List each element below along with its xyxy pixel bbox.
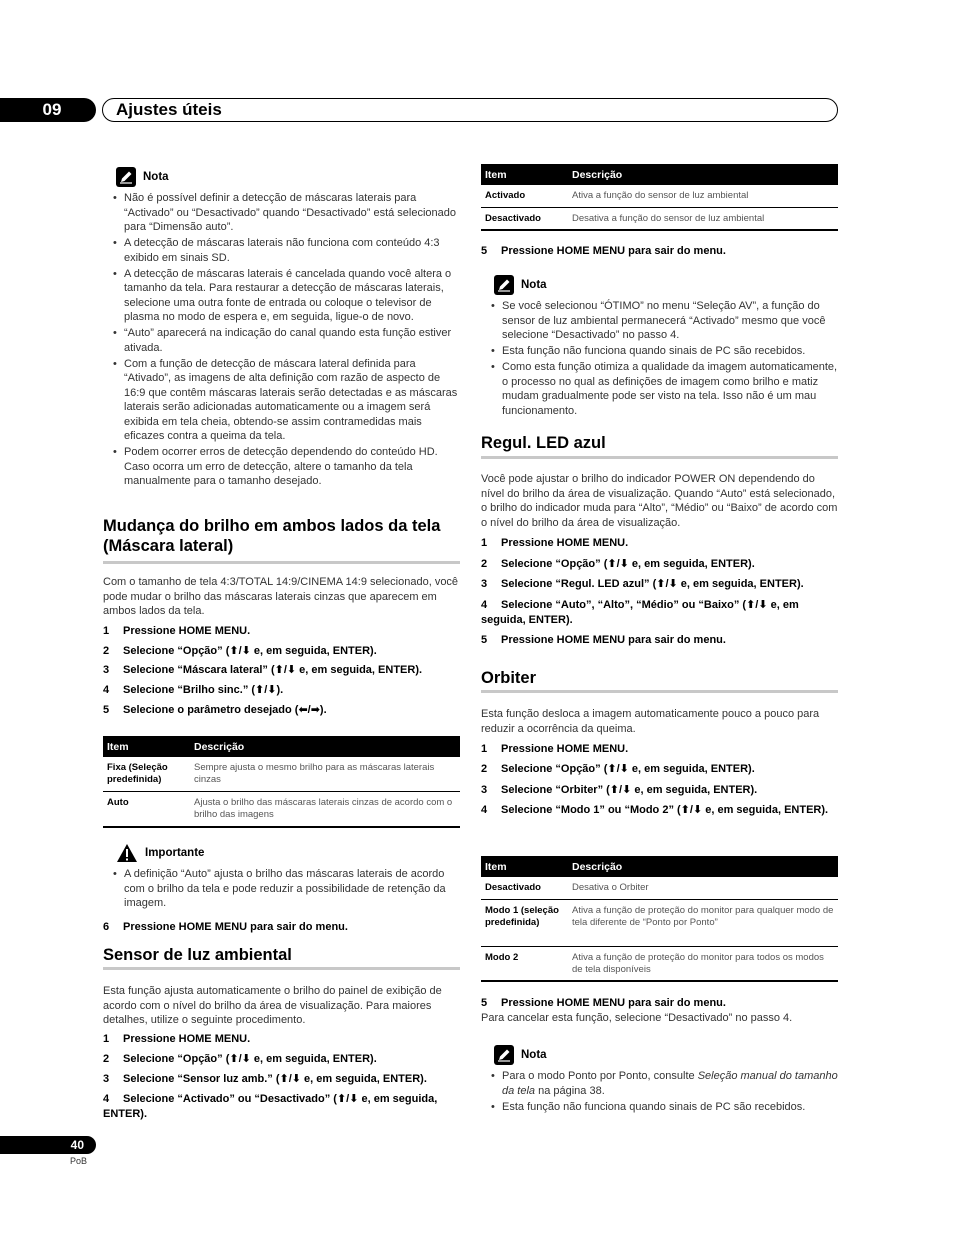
- list-item: • Podem ocorrer erros de detecção dependendo do conteúdo HD. Caso ocorra um erro de detecção, altere o tamanho da tela manualmente para o tamanho desejado.: [104, 445, 462, 489]
- step-item: 3 Selecione “Sensor luz amb.” (⬆/⬇ e, em seguida, ENTER).: [103, 1073, 427, 1085]
- page-number-tab: [0, 1136, 96, 1154]
- table-row: Desactivado Desativa o Orbiter: [481, 877, 838, 900]
- section-title-mascara-lateral: Mudança do brilho em ambos lados da tela (Máscara lateral): [103, 517, 441, 555]
- page-reference-link[interactable]: Seleção manual do tamanho da tela: [502, 1070, 838, 1097]
- step-item: 4 Selecione “Auto”, “Alto”, “Médio” ou “Baixo” (⬆/⬇ e, em seguida, ENTER).: [481, 599, 799, 626]
- table-row: Auto Ajusta o brilho das máscaras laterais cinzas de acordo com o brilho das imagens: [103, 792, 460, 828]
- section-intro: Com o tamanho de tela 4:3/TOTAL 14:9/CINEMA 14:9 selecionado, você pode mudar o brilho das máscaras laterais cinzas que aparecem em ambos lados da tela.: [103, 576, 459, 617]
- step-item: 3 Selecione “Orbiter” (⬆/⬇ e, em seguida, ENTER).: [481, 784, 758, 796]
- orbiter-table: Item Descrição Desactivado Desativa o Orbiter Modo 1 (seleção predefinida) Ativa a função de proteção do monitor para qualquer modo de tela diferente de “Ponto por Ponto” Modo 2 Ativa a função de proteção do monitor para todos os modos de tela disponíveis: [481, 856, 838, 982]
- section-rule: [481, 690, 838, 693]
- list-item: • Como esta função otimiza a qualidade da imagem automaticamente, o processo no qual as definições de imagem como brilho e matiz mudam gradualmente pode ser visto na tela. Isso não é um mau funcionamento.: [482, 360, 840, 418]
- page-number: 40: [70, 1138, 84, 1152]
- step-item: 1 Pressione HOME MENU.: [481, 537, 629, 549]
- list-item: • A detecção de máscaras laterais é cancelada quando você altera o tamanho da tela. Para restaurar a detecção de máscaras laterais, selecione uma outra fonte de entrada ou coloque o televisor de plasma no modo de espera e, em seguida, ligue-o de novo.: [104, 267, 462, 325]
- section-title-led: Regul. LED azul: [481, 434, 606, 452]
- mascara-table: Item Descrição Fixa (Seleção predefinida) Sempre ajusta o mesmo brilho para as máscaras laterais cinzas Auto Ajusta o brilho das máscaras laterais cinzas de acordo com o brilho das imagens: [103, 736, 460, 828]
- list-item: • Se você selecionou “ÓTIMO” no menu “Seleção AV”, a função do sensor de luz ambiental permanecerá “Activado” mesmo que você selecione “Desactivado” no passo 4.: [482, 299, 840, 343]
- step-item: 4 Selecione “Activado” ou “Desactivado” (⬆/⬇ e, em seguida, ENTER).: [103, 1093, 438, 1120]
- pencil-note-icon: [116, 167, 136, 187]
- list-item: • Esta função não funciona quando sinais de PC são recebidos.: [482, 344, 840, 359]
- important-heading: Importante: [116, 843, 204, 863]
- section-rule: [481, 456, 838, 459]
- list-item: • A detecção de máscaras laterais não funciona com conteúdo 4:3 exibido em sinais SD.: [104, 236, 462, 265]
- step-item: 3 Selecione “Máscara lateral” (⬆/⬇ e, em seguida, ENTER).: [103, 664, 423, 676]
- step-item: 4 Selecione “Brilho sinc.” (⬆/⬇).: [103, 684, 284, 696]
- list-item: • Com a função de detecção de máscara lateral definida para “Ativado”, as imagens de alta definição com razão de aspecto de 16:9 que contêm máscaras laterais serão detectadas e as máscaras laterais serão adicionadas automaticamente ou a imagem será exibida em tela cheia, obtendo-se assim contramedidas mais eficazes contra a queima da tela.: [104, 357, 462, 444]
- note-heading: Nota: [116, 167, 169, 187]
- section-intro: Esta função ajusta automaticamente o brilho do painel de exibição de acordo com o nível do brilho da área de visualização. Para maiores detalhes, utilize o seguinte procedimento.: [103, 985, 442, 1026]
- chapter-number: 09: [42, 100, 62, 119]
- sensor-table: Item Descrição Activado Ativa a função do sensor de luz ambiental Desactivado Desativa a função do sensor de luz ambiental: [481, 164, 838, 231]
- step-item: 4 Selecione “Modo 1” ou “Modo 2” (⬆/⬇ e, em seguida, ENTER).: [481, 804, 829, 816]
- warning-icon: [116, 843, 138, 863]
- step-item: 1 Pressione HOME MENU.: [103, 625, 251, 637]
- note-list: [482, 299, 840, 420]
- list-item: • Não é possível definir a detecção de máscaras laterais para “Activado” ou “Desactivado” quando “Desactivado” está selecionado para “Dimensão auto”.: [104, 191, 462, 235]
- step-item: 5 Selecione o parâmetro desejado (⬅/➡).: [103, 704, 327, 716]
- step-item: 2 Selecione “Opção” (⬆/⬇ e, em seguida, ENTER).: [481, 558, 755, 570]
- step-item: 2 Selecione “Opção” (⬆/⬇ e, em seguida, ENTER).: [103, 645, 377, 657]
- section-intro: Esta função desloca a imagem automaticamente pouco a pouco para reduzir a ocorrência da queima.: [481, 708, 820, 735]
- section-intro: Você pode ajustar o brilho do indicador POWER ON dependendo do nível do brilho da área de visualização. Quando “Auto” está selecionado, o brilho do indicador muda para “Alto”, “Médio” ou “Baixo” de acordo com o nível do brilho da área de visualização.: [481, 473, 838, 529]
- note-heading: Nota: [494, 1045, 547, 1065]
- table-row: Modo 2 Ativa a função de proteção do monitor para todos os modos de tela disponíveis: [481, 947, 838, 982]
- list-item: • Para o modo Ponto por Ponto, consulte Seleção manual do tamanho da tela na página 38.: [482, 1069, 840, 1098]
- step-item: 2 Selecione “Opção” (⬆/⬇ e, em seguida, ENTER).: [481, 763, 755, 775]
- section-rule: [103, 561, 460, 564]
- table-row: Activado Ativa a função do sensor de luz ambiental: [481, 185, 838, 207]
- step-item: 3 Selecione “Regul. LED azul” (⬆/⬇ e, em seguida, ENTER).: [481, 578, 804, 590]
- step-item: 5 Pressione HOME MENU para sair do menu.: [481, 634, 726, 646]
- list-item: • “Auto” aparecerá na indicação do canal quando esta função estiver ativada.: [104, 326, 462, 355]
- step-item: 5 Pressione HOME MENU para sair do menu.: [481, 997, 726, 1009]
- step-item: 2 Selecione “Opção” (⬆/⬇ e, em seguida, ENTER).: [103, 1053, 377, 1065]
- pencil-note-icon: [494, 275, 514, 295]
- section-title-orbiter: Orbiter: [481, 669, 537, 687]
- step-item: 6 Pressione HOME MENU para sair do menu.: [103, 921, 348, 933]
- pencil-note-icon: [494, 1045, 514, 1065]
- step-item: 5 Pressione HOME MENU para sair do menu.: [481, 245, 726, 257]
- chapter-number-tab: [0, 98, 96, 122]
- table-row: Modo 1 (seleção predefinida) Ativa a função de proteção do monitor para qualquer modo de tela diferente de “Ponto por Ponto”: [481, 900, 838, 947]
- list-item: • Esta função não funciona quando sinais de PC são recebidos.: [482, 1100, 840, 1115]
- note-list: [104, 191, 462, 490]
- section-rule: [103, 967, 460, 970]
- list-item: • A definição “Auto” ajusta o brilho das máscaras laterais de acordo com o brilho da tela e pode reduzir a possibilidade de retenção da imagem.: [104, 867, 462, 911]
- step-item: 1 Pressione HOME MENU.: [103, 1033, 251, 1045]
- note-list: [482, 1069, 840, 1116]
- section-title-sensor: Sensor de luz ambiental: [103, 946, 292, 964]
- cancel-note: Para cancelar esta função, selecione “Desactivado” no passo 4.: [481, 1012, 793, 1024]
- chapter-title: Ajustes úteis: [116, 100, 222, 119]
- table-row: Fixa (Seleção predefinida) Sempre ajusta o mesmo brilho para as máscaras laterais cinzas: [103, 757, 460, 792]
- important-list: [104, 867, 462, 912]
- language-code: PoB: [70, 1156, 88, 1166]
- note-heading: Nota: [494, 275, 547, 295]
- table-row: Desactivado Desativa a função do sensor de luz ambiental: [481, 207, 838, 230]
- step-item: 1 Pressione HOME MENU.: [481, 743, 629, 755]
